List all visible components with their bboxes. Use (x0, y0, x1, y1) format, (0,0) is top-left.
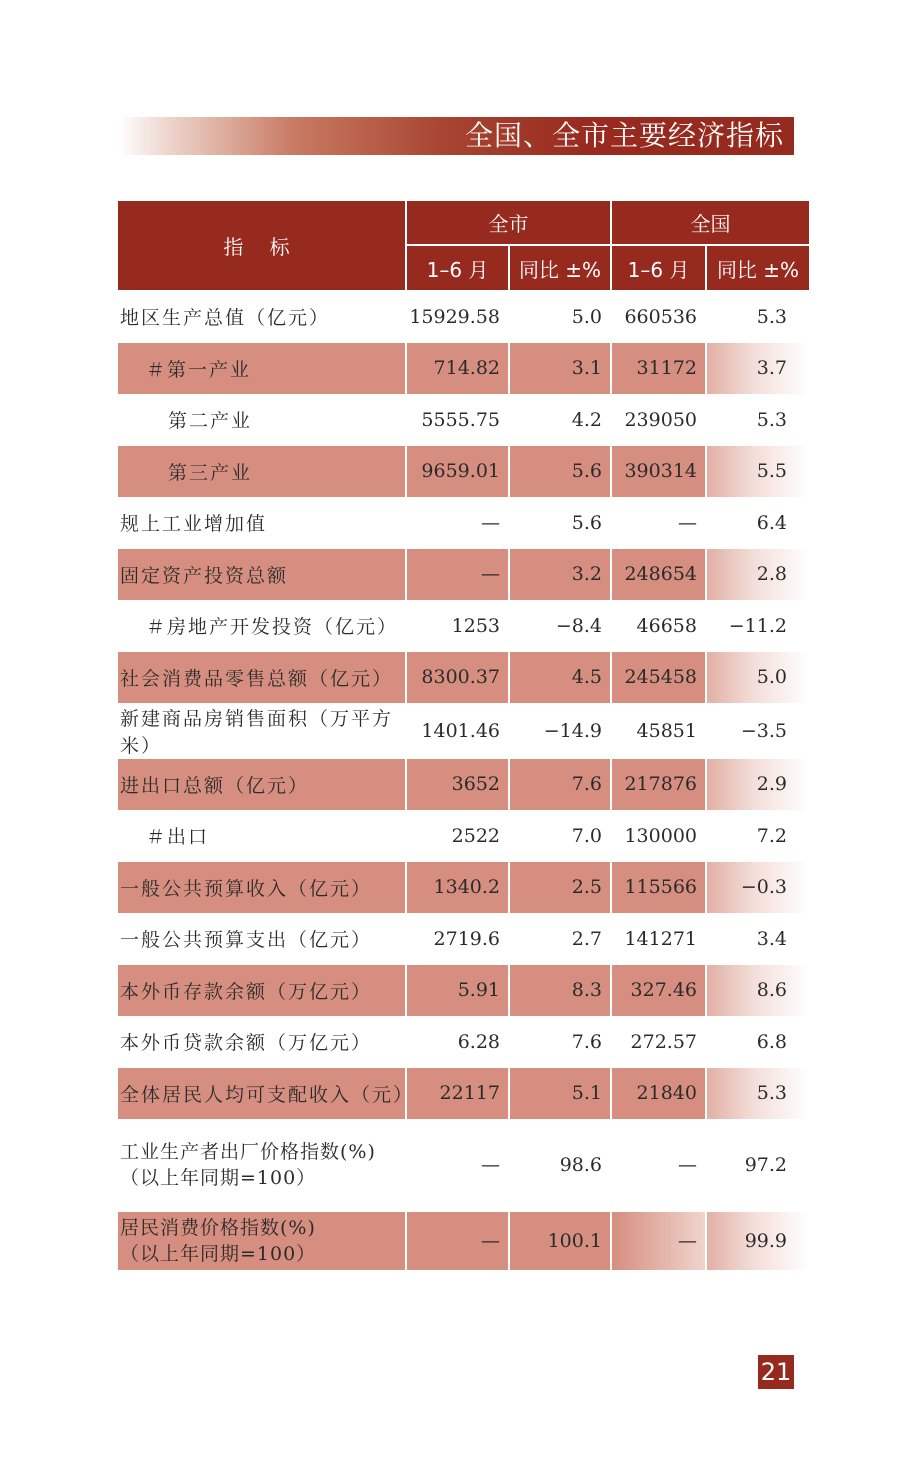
city-value: — (406, 1211, 509, 1270)
economic-indicators-table (116, 199, 811, 1271)
indicator-name (117, 1067, 415, 1119)
table-row (117, 291, 810, 342)
indicator-name (117, 1119, 406, 1211)
city-yoy: 2.7 (509, 913, 611, 964)
city-yoy: 7.6 (509, 758, 611, 810)
nation-value: 245458 (611, 651, 706, 703)
indicator-label: ＃出口 (146, 826, 210, 848)
indicator-label: 工业生产者出厂价格指数(%) (120, 1141, 376, 1163)
header-city-period: 1–6 月 (406, 245, 509, 291)
city-yoy: 5.1 (509, 1067, 611, 1119)
header-nation-yoy: 同比 ±% (706, 245, 810, 291)
city-yoy: 2.5 (509, 861, 611, 913)
indicator-name (117, 548, 406, 600)
nation-value: 248654 (611, 548, 706, 600)
page-number: 21 (758, 1355, 794, 1389)
city-value: 5555.75 (406, 394, 509, 445)
table-row (117, 651, 810, 703)
indicator-label: 第二产业 (168, 410, 253, 432)
table-row (117, 1119, 810, 1211)
nation-yoy: 8.6 (706, 964, 810, 1016)
nation-yoy: 5.3 (706, 291, 810, 342)
nation-value: 31172 (611, 342, 706, 394)
nation-yoy: 3.4 (706, 913, 810, 964)
header-city: 全市 (406, 200, 611, 245)
table-row (117, 703, 810, 758)
city-yoy: 5.6 (509, 445, 611, 497)
nation-yoy: 7.2 (706, 810, 810, 861)
indicator-note: （以上年同期=100） (120, 1242, 317, 1265)
indicator-label: 社会消费品零售总额（亿元） (120, 667, 394, 690)
nation-yoy: 6.8 (706, 1016, 810, 1067)
nation-yoy: 99.9 (706, 1211, 810, 1270)
city-value: 1401.46 (406, 703, 509, 758)
indicator-label: ＃房地产开发投资（亿元） (146, 616, 399, 638)
table-row (117, 1211, 810, 1270)
table-row (117, 1016, 810, 1067)
city-value: 15929.58 (406, 291, 509, 342)
table-row (117, 758, 810, 810)
nation-value: 327.46 (611, 964, 706, 1016)
indicator-name (117, 913, 406, 964)
table-row (117, 810, 810, 861)
indicator-label: 第三产业 (168, 461, 253, 484)
city-yoy: 7.6 (509, 1016, 611, 1067)
city-value: 2719.6 (406, 913, 509, 964)
nation-yoy: 5.5 (706, 445, 810, 497)
indicator-note: （以上年同期=100） (120, 1167, 317, 1189)
nation-value: 141271 (611, 913, 706, 964)
indicator-label: 固定资产投资总额 (120, 564, 289, 587)
table-row (117, 600, 810, 651)
header-indicator: 指 标 (117, 200, 406, 291)
nation-value: 390314 (611, 445, 706, 497)
nation-yoy: 2.8 (706, 548, 810, 600)
city-yoy: 8.3 (509, 964, 611, 1016)
city-value: 714.82 (406, 342, 509, 394)
city-yoy: 98.6 (509, 1119, 611, 1211)
header-nation: 全国 (611, 200, 810, 245)
table-row (117, 861, 810, 913)
city-yoy: −14.9 (509, 703, 611, 758)
nation-value: 130000 (611, 810, 706, 861)
nation-yoy: 3.7 (706, 342, 810, 394)
indicator-label: 进出口总额（亿元） (120, 774, 310, 797)
table-row (117, 342, 810, 394)
nation-yoy: −3.5 (706, 703, 810, 758)
nation-yoy: −0.3 (706, 861, 810, 913)
indicator-name (117, 600, 406, 651)
nation-value: 21840 (611, 1067, 706, 1119)
indicator-label: 地区生产总值（亿元） (120, 307, 331, 330)
title-banner (118, 117, 794, 155)
indicator-name (117, 291, 406, 342)
city-value: — (406, 1119, 509, 1211)
city-value: 3652 (406, 758, 509, 810)
city-value: — (406, 548, 509, 600)
nation-yoy: 5.0 (706, 651, 810, 703)
indicator-label: 一般公共预算收入（亿元） (120, 877, 373, 900)
city-value: 1340.2 (406, 861, 509, 913)
indicator-label: 新建商品房销售面积（万平方米） (120, 707, 394, 757)
table-row (117, 394, 810, 445)
city-yoy: 4.5 (509, 651, 611, 703)
nation-value: 45851 (611, 703, 706, 758)
nation-value: — (611, 497, 706, 548)
city-yoy: 100.1 (509, 1211, 611, 1270)
city-yoy: 4.2 (509, 394, 611, 445)
indicator-name (117, 394, 406, 445)
nation-value: 239050 (611, 394, 706, 445)
nation-value: 272.57 (611, 1016, 706, 1067)
indicator-label: 居民消费价格指数(%) (120, 1216, 316, 1239)
header-city-yoy: 同比 ±% (509, 245, 611, 291)
page-title: 全国、全市主要经济指标 (464, 119, 784, 152)
indicator-label: 本外币贷款余额（万亿元） (120, 1032, 373, 1054)
city-yoy: 3.2 (509, 548, 611, 600)
table-row (117, 964, 810, 1016)
city-value: 1253 (406, 600, 509, 651)
nation-yoy: 5.3 (706, 394, 810, 445)
nation-value: — (611, 1211, 706, 1270)
indicator-label: 全体居民人均可支配收入（元） (120, 1083, 415, 1106)
nation-yoy: 6.4 (706, 497, 810, 548)
city-value: 8300.37 (406, 651, 509, 703)
indicator-name (117, 342, 406, 394)
indicator-name (117, 758, 406, 810)
table-row (117, 1067, 810, 1119)
nation-value: 115566 (611, 861, 706, 913)
indicator-name (117, 703, 406, 758)
indicator-name (117, 651, 406, 703)
nation-value: 660536 (611, 291, 706, 342)
indicator-name (117, 964, 406, 1016)
header-nation-period: 1–6 月 (611, 245, 706, 291)
city-value: 5.91 (406, 964, 509, 1016)
nation-value: 46658 (611, 600, 706, 651)
indicator-name (117, 810, 406, 861)
table-row (117, 548, 810, 600)
city-value: — (406, 497, 509, 548)
nation-value: 217876 (611, 758, 706, 810)
indicator-label: 一般公共预算支出（亿元） (120, 929, 373, 951)
table-row (117, 497, 810, 548)
indicator-name (117, 1211, 406, 1270)
city-yoy: −8.4 (509, 600, 611, 651)
nation-value: — (611, 1119, 706, 1211)
city-yoy: 3.1 (509, 342, 611, 394)
city-yoy: 7.0 (509, 810, 611, 861)
table-row (117, 445, 810, 497)
indicator-label: 本外币存款余额（万亿元） (120, 980, 373, 1003)
indicator-label: ＃第一产业 (146, 358, 252, 381)
table-row (117, 913, 810, 964)
city-value: 6.28 (406, 1016, 509, 1067)
nation-yoy: 97.2 (706, 1119, 810, 1211)
nation-yoy: −11.2 (706, 600, 810, 651)
indicator-label: 规上工业增加值 (120, 513, 268, 535)
city-value: 9659.01 (406, 445, 509, 497)
indicator-name (117, 497, 406, 548)
nation-yoy: 2.9 (706, 758, 810, 810)
city-value: 22117 (406, 1067, 509, 1119)
city-yoy: 5.6 (509, 497, 611, 548)
city-value: 2522 (406, 810, 509, 861)
indicator-name (117, 861, 406, 913)
nation-yoy: 5.3 (706, 1067, 810, 1119)
indicator-name (117, 445, 406, 497)
city-yoy: 5.0 (509, 291, 611, 342)
indicator-name (117, 1016, 406, 1067)
